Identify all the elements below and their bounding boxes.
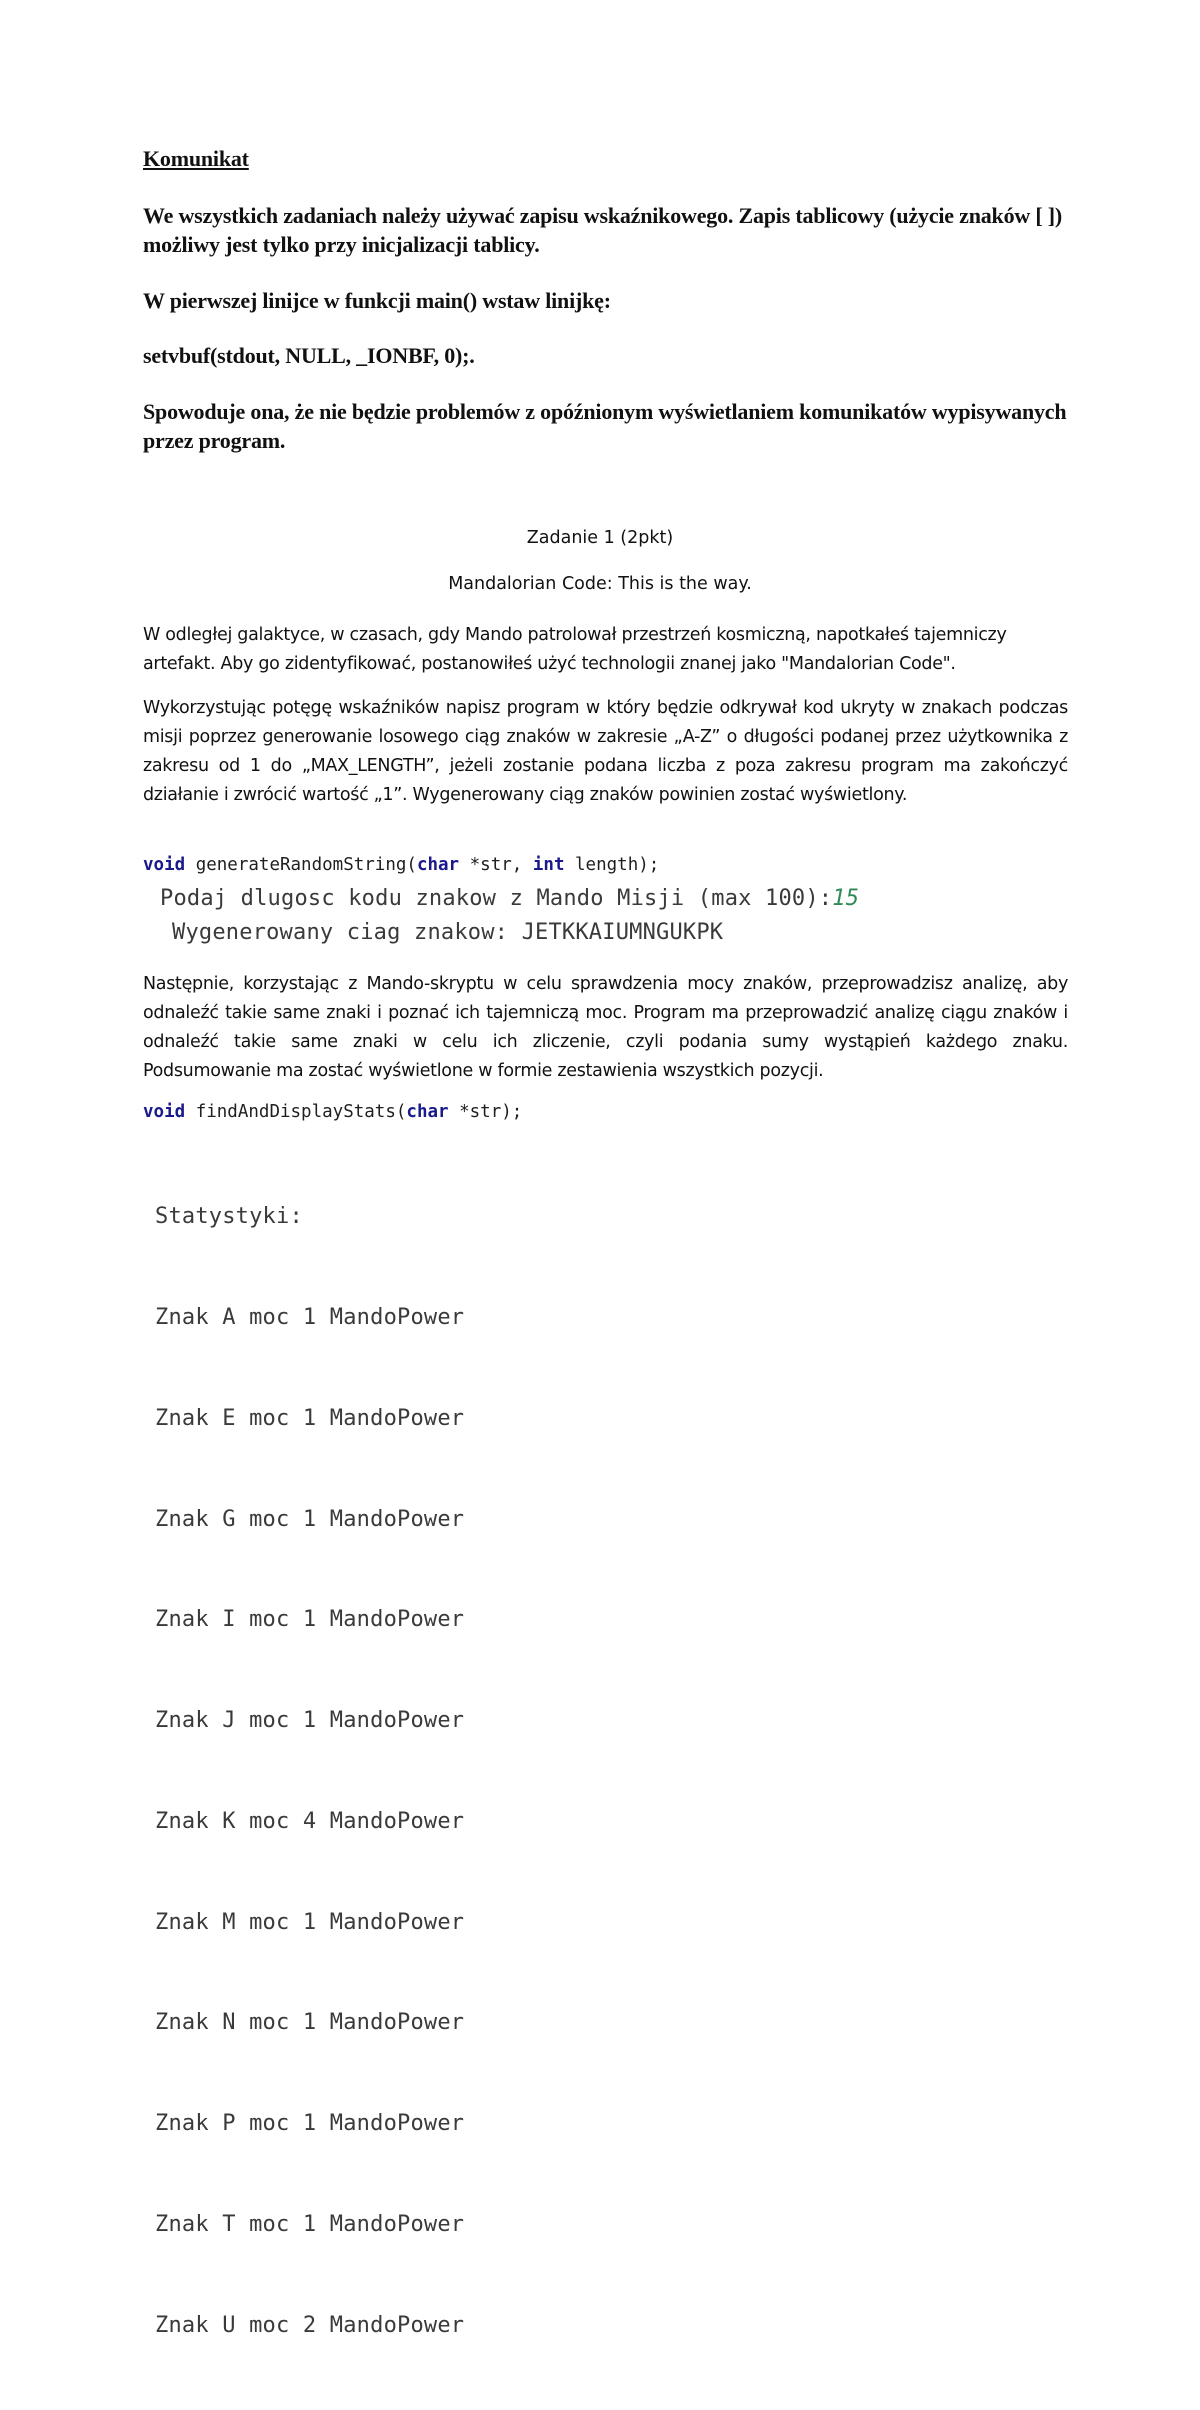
analysis-paragraph: Następnie, korzystając z Mando-skryptu w celu sprawdzenia mocy znaków, przeprowadzisz analizę, aby odnaleźć takie same znaki i poznać ich tajemniczą moc. Program ma przeprowadzić analizę ciągu znaków i odnaleźć takie same znaki w celu ich zliczenie, czyli podania sumy wystąpień każdego znaku. Podsumowanie ma zostać wyświetlone w formie zestawienia wszystkich pozycji. <box>143 974 1068 1081</box>
task-description-paragraph: Wykorzystując potęgę wskaźników napisz program w który będzie odkrywał kod ukryty w znakach podczas misji poprzez generowanie losowego ciąg znaków w zakresie „A-Z” o długości podanej przez użytkownika z zakresu od 1 do „MAX_LENGTH”, jeżeli zostanie podana liczba z poza zakresu program ma zakończyć działanie i zwrócić wartość „1”. Wygenerowany ciąg znaków powinien zostać wyświetlony. <box>143 698 1068 805</box>
keyword-void: void <box>143 1102 186 1122</box>
keyword-char: char <box>416 855 460 875</box>
function-name: findAndDisplayStats( <box>185 1102 407 1122</box>
keyword-int: int <box>532 855 565 875</box>
stats-row: Znak I moc 1 MandoPower <box>155 1607 465 1633</box>
stats-row: Znak N moc 1 MandoPower <box>155 2010 465 2036</box>
stats-row: Znak G moc 1 MandoPower <box>155 1506 465 1532</box>
stats-header: Statystyki: <box>155 1204 303 1230</box>
keyword-char: char <box>406 1102 449 1122</box>
notice-code-line: setvbuf(stdout, NULL, _IONBF, 0);. <box>143 343 475 368</box>
console-prompt: Podaj dlugosc kodu znakow z Mando Misji (max 100): <box>160 886 833 911</box>
task-intro-paragraph: W odległej galaktyce, w czasach, gdy Mando patrolował przestrzeń kosmiczną, napotkałeś tajemniczy artefakt. Aby go zidentyfikować, postanowiłeś użyć technologii znanej jako "Mandalorian Code". <box>143 625 1007 674</box>
stats-row: Znak P moc 1 MandoPower <box>155 2111 465 2137</box>
console-stats-output <box>155 1133 464 2410</box>
console-prompt-line <box>160 886 859 911</box>
function-signature-stats <box>143 1102 522 1122</box>
function-name: generateRandomString( <box>185 855 417 875</box>
notice-paragraph-explanation: Spowoduje ona, że nie będzie problemów z opóźnionym wyświetlaniem komunikatów wypisywanych przez program. <box>143 399 1067 453</box>
task-title: Zadanie 1 (2pkt) <box>526 528 674 548</box>
function-signature-generate <box>143 855 659 875</box>
stats-row: Znak T moc 1 MandoPower <box>155 2212 465 2237</box>
stats-row: Znak K moc 4 MandoPower <box>155 1808 465 1834</box>
stats-row: Znak M moc 1 MandoPower <box>155 1909 465 1935</box>
param-str: *str); <box>448 1102 523 1122</box>
param-length: length); <box>564 855 660 875</box>
stats-row: Znak E moc 1 MandoPower <box>155 1405 465 1431</box>
stats-row: Znak J moc 1 MandoPower <box>155 1708 465 1734</box>
task-subtitle: Mandalorian Code: This is the way. <box>448 574 752 594</box>
keyword-void: void <box>143 855 186 875</box>
console-input-value: 15 <box>832 886 860 911</box>
notice-paragraph-main-instruction: W pierwszej linijce w funkcji main() wstaw linijkę: <box>143 288 611 313</box>
param-str: *str, <box>459 855 533 875</box>
console-generated-line: Wygenerowany ciag znakow: JETKKAIUMNGUKPK <box>172 920 724 945</box>
stats-row: Znak A moc 1 MandoPower <box>155 1304 465 1330</box>
notice-heading: Komunikat <box>143 146 249 171</box>
stats-row: Znak U moc 2 MandoPower <box>155 2312 465 2338</box>
notice-paragraph-pointer-notation: We wszystkich zadaniach należy używać zapisu wskaźnikowego. Zapis tablicowy (użycie znaków [ ]) możliwy jest tylko przy inicjalizacji tablicy. <box>143 203 1063 257</box>
